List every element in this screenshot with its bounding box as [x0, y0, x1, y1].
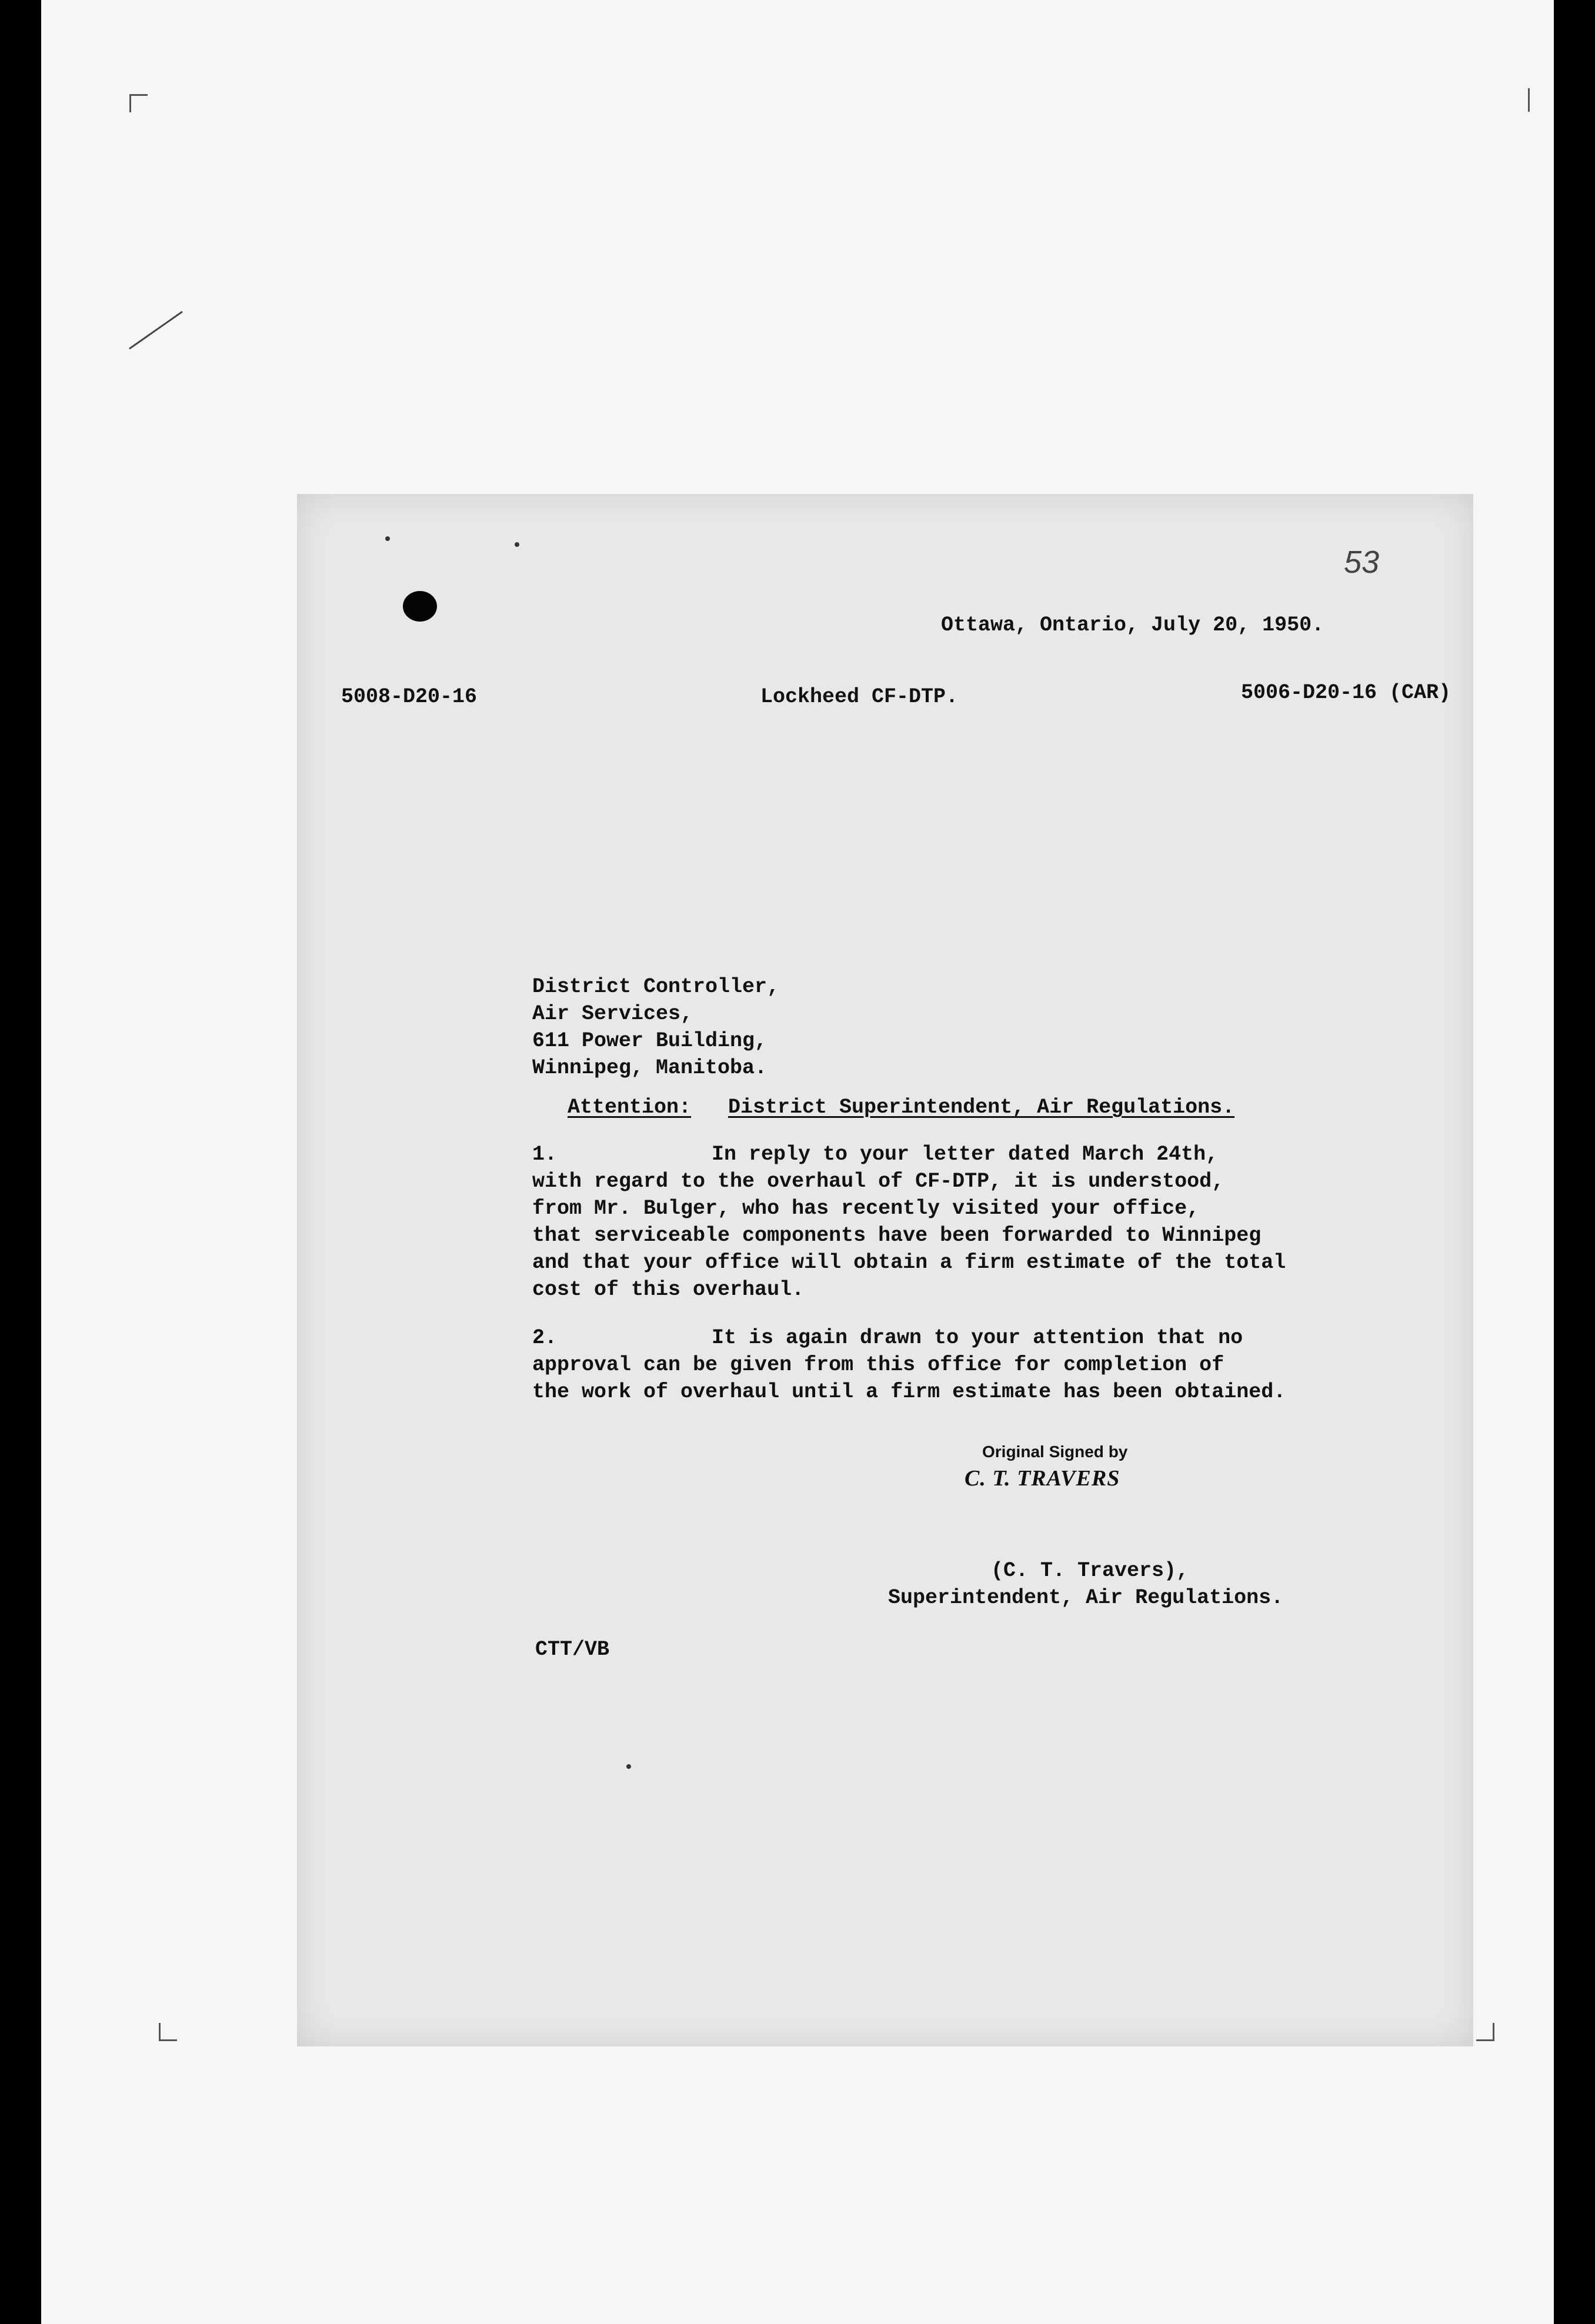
attention-to: District Superintendent, Air Regulations. — [728, 1096, 1235, 1119]
paragraph-line: the work of overhaul until a firm estimate has been obtained. — [532, 1380, 1286, 1404]
frame-corner-mark — [1511, 88, 1530, 112]
frame-corner-mark — [129, 94, 148, 112]
file-number-right: 5006-D20-16 (CAR) — [1241, 681, 1451, 704]
page-number: 53 — [1344, 545, 1380, 580]
stamp-name: C. T. TRAVERS — [965, 1466, 1120, 1491]
frame-corner-mark — [159, 2023, 177, 2041]
letter-page — [297, 494, 1473, 2046]
file-number-left: 5008-D20-16 — [341, 685, 478, 709]
reference-initials: CTT/VB — [535, 1638, 610, 1661]
paragraph-line: approval can be given from this office for completion of — [532, 1353, 1224, 1377]
signatory-name: (C. T. Travers), — [991, 1559, 1189, 1582]
stamp-label: Original Signed by — [982, 1443, 1128, 1461]
speck — [385, 536, 390, 541]
paragraph-line: that serviceable components have been forwarded to Winnipeg — [532, 1224, 1262, 1247]
signatory-title: Superintendent, Air Regulations. — [888, 1586, 1284, 1610]
paragraph-number: 1. — [532, 1143, 558, 1166]
paragraph-line: and that your office will obtain a firm estimate of the total — [532, 1251, 1286, 1274]
paragraph-number: 2. — [532, 1326, 558, 1350]
addressee-line: District Controller, — [532, 975, 780, 999]
frame-corner-mark — [1476, 2023, 1494, 2041]
addressee-line: Winnipeg, Manitoba. — [532, 1056, 768, 1080]
addressee-line: 611 Power Building, — [532, 1029, 768, 1053]
place-date: Ottawa, Ontario, July 20, 1950. — [941, 613, 1324, 637]
paragraph-line: with regard to the overhaul of CF-DTP, it is understood, — [532, 1170, 1224, 1193]
addressee-line: Air Services, — [532, 1002, 693, 1026]
speck — [515, 542, 519, 547]
paragraph-line: cost of this overhaul. — [532, 1278, 805, 1301]
stray-mark — [129, 311, 183, 350]
punch-hole — [403, 591, 437, 622]
attention-label: Attention: — [568, 1096, 692, 1119]
subject-line: Lockheed CF-DTP. — [760, 685, 959, 709]
speck — [626, 1764, 631, 1769]
paragraph-line: from Mr. Bulger, who has recently visited your office, — [532, 1197, 1200, 1220]
paragraph-line: In reply to your letter dated March 24th, — [712, 1143, 1219, 1166]
paragraph-line: It is again drawn to your attention that no — [712, 1326, 1243, 1350]
